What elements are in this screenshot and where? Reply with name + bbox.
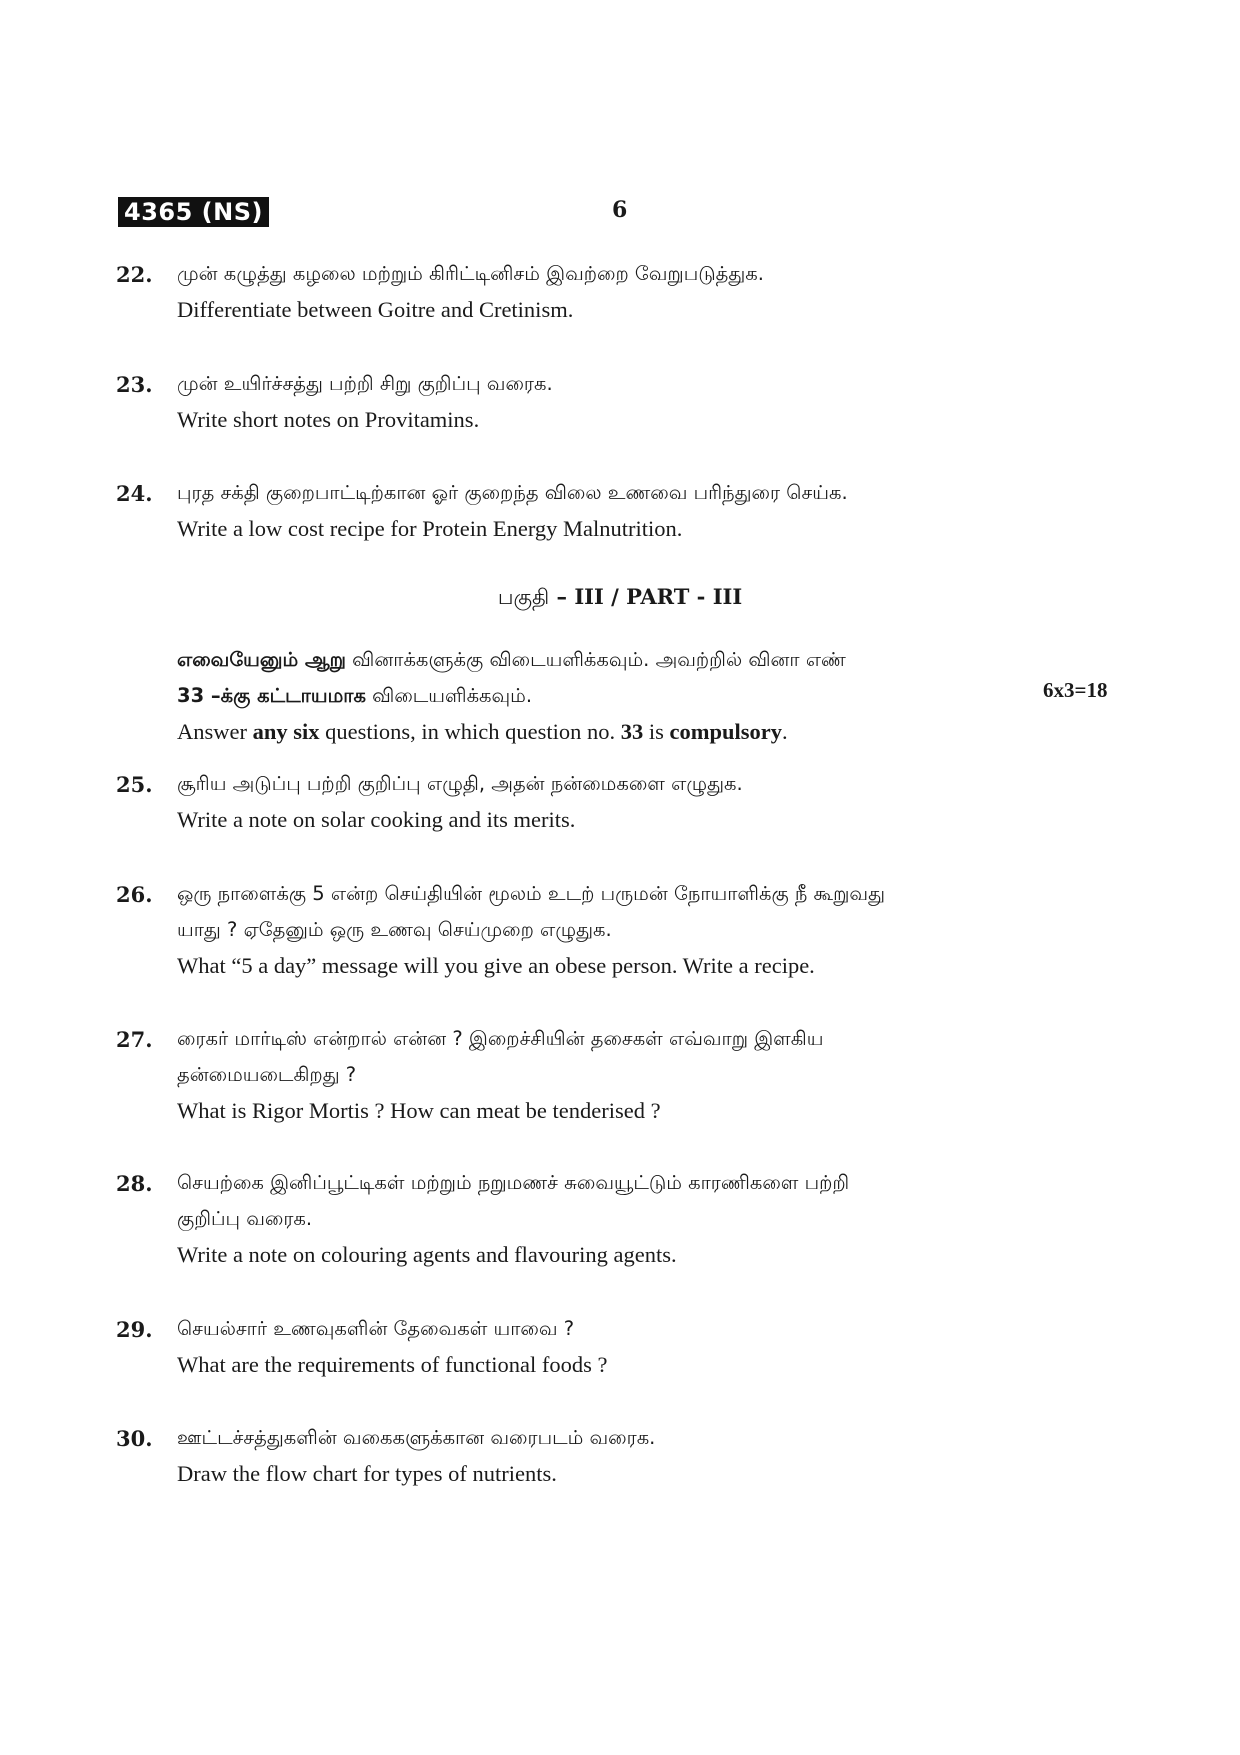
instruction-text: is — [643, 719, 670, 744]
part-heading-english: – III / PART - III — [549, 584, 743, 609]
question-tamil: முன் கழுத்து கழலை மற்றும் கிரிட்டினிசம் இவற்றை வேறுபடுத்துக. — [177, 262, 764, 285]
marks-allocation: 6x3=18 — [1043, 678, 1108, 702]
question-tamil: புரத சக்தி குறைபாட்டிற்கான ஓர் குறைந்த விலை உணவை பரிந்துரை செய்க. — [177, 481, 848, 504]
question-number: 24. — [116, 481, 153, 506]
question-number: 28. — [116, 1171, 153, 1196]
question-english: Write a note on solar cooking and its merits. — [177, 807, 576, 832]
question-tamil: ஒரு நாளைக்கு 5 என்ற செய்தியின் மூலம் உடற் பருமன் நோயாளிக்கு நீ கூறுவது — [177, 882, 885, 905]
page-number: 6 — [612, 197, 628, 223]
instruction-tamil-line-2 — [177, 678, 1127, 714]
instruction-text: விடையளிக்கவும். — [365, 684, 533, 707]
question-tamil: குறிப்பு வரைக. — [177, 1207, 313, 1230]
question-number: 29. — [116, 1317, 153, 1342]
instruction-text: Answer — [177, 719, 253, 744]
question-english: What are the requirements of functional foods ? — [177, 1352, 608, 1377]
question-english: What is Rigor Mortis ? How can meat be tenderised ? — [177, 1098, 661, 1123]
part-heading-tamil: பகுதி — [497, 585, 550, 609]
question-number: 30. — [116, 1426, 153, 1451]
question-number: 27. — [116, 1027, 153, 1052]
question-tamil: தன்மையடைகிறது ? — [177, 1063, 357, 1086]
question-tamil: முன் உயிர்ச்சத்து பற்றி சிறு குறிப்பு வரைக. — [177, 372, 553, 395]
part-three-instructions — [177, 642, 1127, 750]
instruction-bold: 33 –க்கு கட்டாயமாக — [177, 684, 366, 707]
instruction-bold: எவையேனும் ஆறு — [177, 648, 346, 671]
instruction-bold: 33 — [620, 719, 644, 744]
question-english: Draw the flow chart for types of nutrients. — [177, 1461, 557, 1486]
question-english: Write short notes on Provitamins. — [177, 407, 480, 432]
question-number: 25. — [116, 772, 153, 797]
question-tamil: செயற்கை இனிப்பூட்டிகள் மற்றும் நறுமணச் சுவையூட்டும் காரணிகளை பற்றி — [177, 1171, 850, 1194]
question-number: 23. — [116, 372, 153, 397]
question-english: Differentiate between Goitre and Cretinism. — [177, 297, 574, 322]
question-english: Write a low cost recipe for Protein Energy Malnutrition. — [177, 516, 683, 541]
part-three-heading — [0, 584, 1240, 612]
question-tamil: ஊட்டச்சத்துகளின் வகைகளுக்கான வரைபடம் வரைக. — [177, 1426, 656, 1449]
question-tamil: யாது ? ஏதேனும் ஒரு உணவு செய்முறை எழுதுக. — [177, 918, 612, 941]
question-english: Write a note on colouring agents and flavouring agents. — [177, 1242, 677, 1267]
question-english: What “5 a day” message will you give an obese person. Write a recipe. — [177, 953, 815, 978]
question-number: 26. — [116, 882, 153, 907]
instruction-text: . — [782, 719, 788, 744]
question-number: 22. — [116, 262, 153, 287]
instruction-bold: any six — [252, 719, 320, 744]
instruction-english — [177, 714, 1127, 750]
instruction-text: questions, in which question no. — [319, 719, 621, 744]
instruction-tamil-line-1 — [177, 642, 1127, 678]
question-tamil: ரைகர் மார்டிஸ் என்றால் என்ன ? இறைச்சியின் தசைகள் எவ்வாறு இளகிய — [177, 1027, 824, 1050]
instruction-text: வினாக்களுக்கு விடையளிக்கவும். அவற்றில் வினா எண் — [345, 648, 846, 671]
instruction-bold: compulsory — [669, 719, 783, 744]
exam-code-badge: 4365 (NS) — [118, 197, 269, 227]
question-tamil: செயல்சார் உணவுகளின் தேவைகள் யாவை ? — [177, 1317, 575, 1340]
question-tamil: சூரிய அடுப்பு பற்றி குறிப்பு எழுதி, அதன் நன்மைகளை எழுதுக. — [177, 772, 743, 795]
